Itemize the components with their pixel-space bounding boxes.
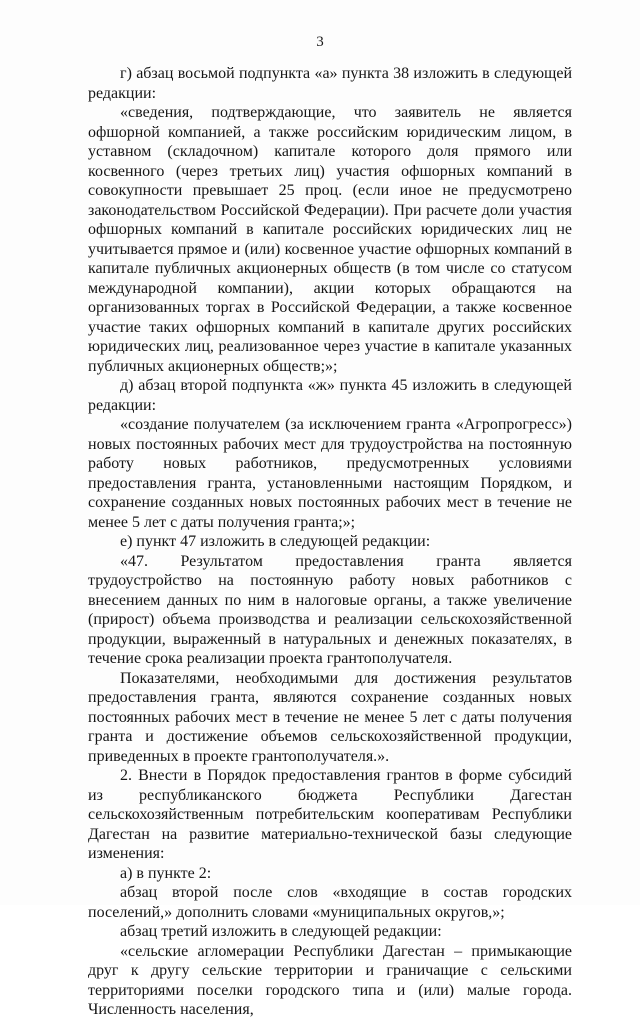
paragraph-item-d: д) абзац второй подпункта «ж» пункта 45 изложить в следующей редакции: (88, 377, 572, 414)
paragraph-second-abzac: абзац второй после слов «входящие в состав городских поселений,» дополнить словами «муниципальных округов,»; (88, 884, 572, 921)
paragraph-agglomerations: «сельские агломерации Республики Дагестан – примыкающие друг к другу сельские территории и граничащие с сельскими территориями поселки городского типа и (или) малые города. Численность населения, (88, 942, 572, 1018)
paragraph-third-abzac: абзац третий изложить в следующей редакции: (120, 923, 442, 940)
paragraph-jobs-creation: «создание получателем (за исключением гранта «Агропрогресс») новых постоянных рабочих мест для трудоустройства на постоянную работу новых работников, предусмотренных условиями предоставления гранта, установленными настоящим Порядком, и сохранение созданных новых постоянных рабочих мест в течение не менее 5 лет с даты получения гранта;»; (88, 416, 572, 531)
page-number: 3 (316, 34, 324, 50)
paragraph-section-2: 2. Внести в Порядок предоставления грантов в форме субсидий из республиканского бюджета Республики Дагестан сельскохозяйственным потребительским кооперативам Республики Дагестан на развитие материально-технической базы следующие изменения: (88, 767, 572, 862)
paragraph-item-a: а) в пункте 2: (120, 864, 212, 882)
document-body (88, 64, 572, 1020)
paragraph-point-47: «47. Результатом предоставления гранта является трудоустройство на постоянную работу новых работников с внесением данных по ним в налоговые органы, а также увеличение (прирост) объема производства и реализации сельскохозяйственной продукции, выраженный в натуральных и денежных показателях, в течение срока реализации проекта грантополучателя. (88, 552, 572, 667)
paragraph-indicators: Показателями, необходимыми для достижения результатов предоставления гранта, являются сохранение созданных новых постоянных рабочих мест в течение не менее 5 лет с даты получения гранта и достижение объемов сельскохозяйственной продукции, приведенных в проекте грантополучателя.». (88, 669, 572, 765)
paragraph-offshore-info: «сведения, подтверждающие, что заявитель не является офшорной компанией, а также российским юридическим лицом, в уставном (складочном) капитале которого доля прямого или косвенного (через третьих лиц) участия офшорных компаний в совокупности превышает 25 проц. (если иное не предусмотрено законодательством Российской Федерации). При расчете доли участия офшорных компаний в капитале российских юридических лиц не учитывается прямое и (или) косвенное участие офшорных компаний в капитале публичных акционерных обществ (в том числе со статусом международной компании), акции которых обращаются на организованных торгах в Российской Федерации, а также косвенное участие таких офшорных компаний в капитале других российских юридических лиц, реализованное через участие в капитале указанных публичных акционерных обществ;»; (88, 104, 572, 375)
paragraph-item-e: е) пункт 47 изложить в следующей редакции: (120, 533, 431, 550)
paragraph-item-g: г) абзац восьмой подпункта «а» пункта 38 изложить в следующей редакции: (88, 65, 572, 102)
